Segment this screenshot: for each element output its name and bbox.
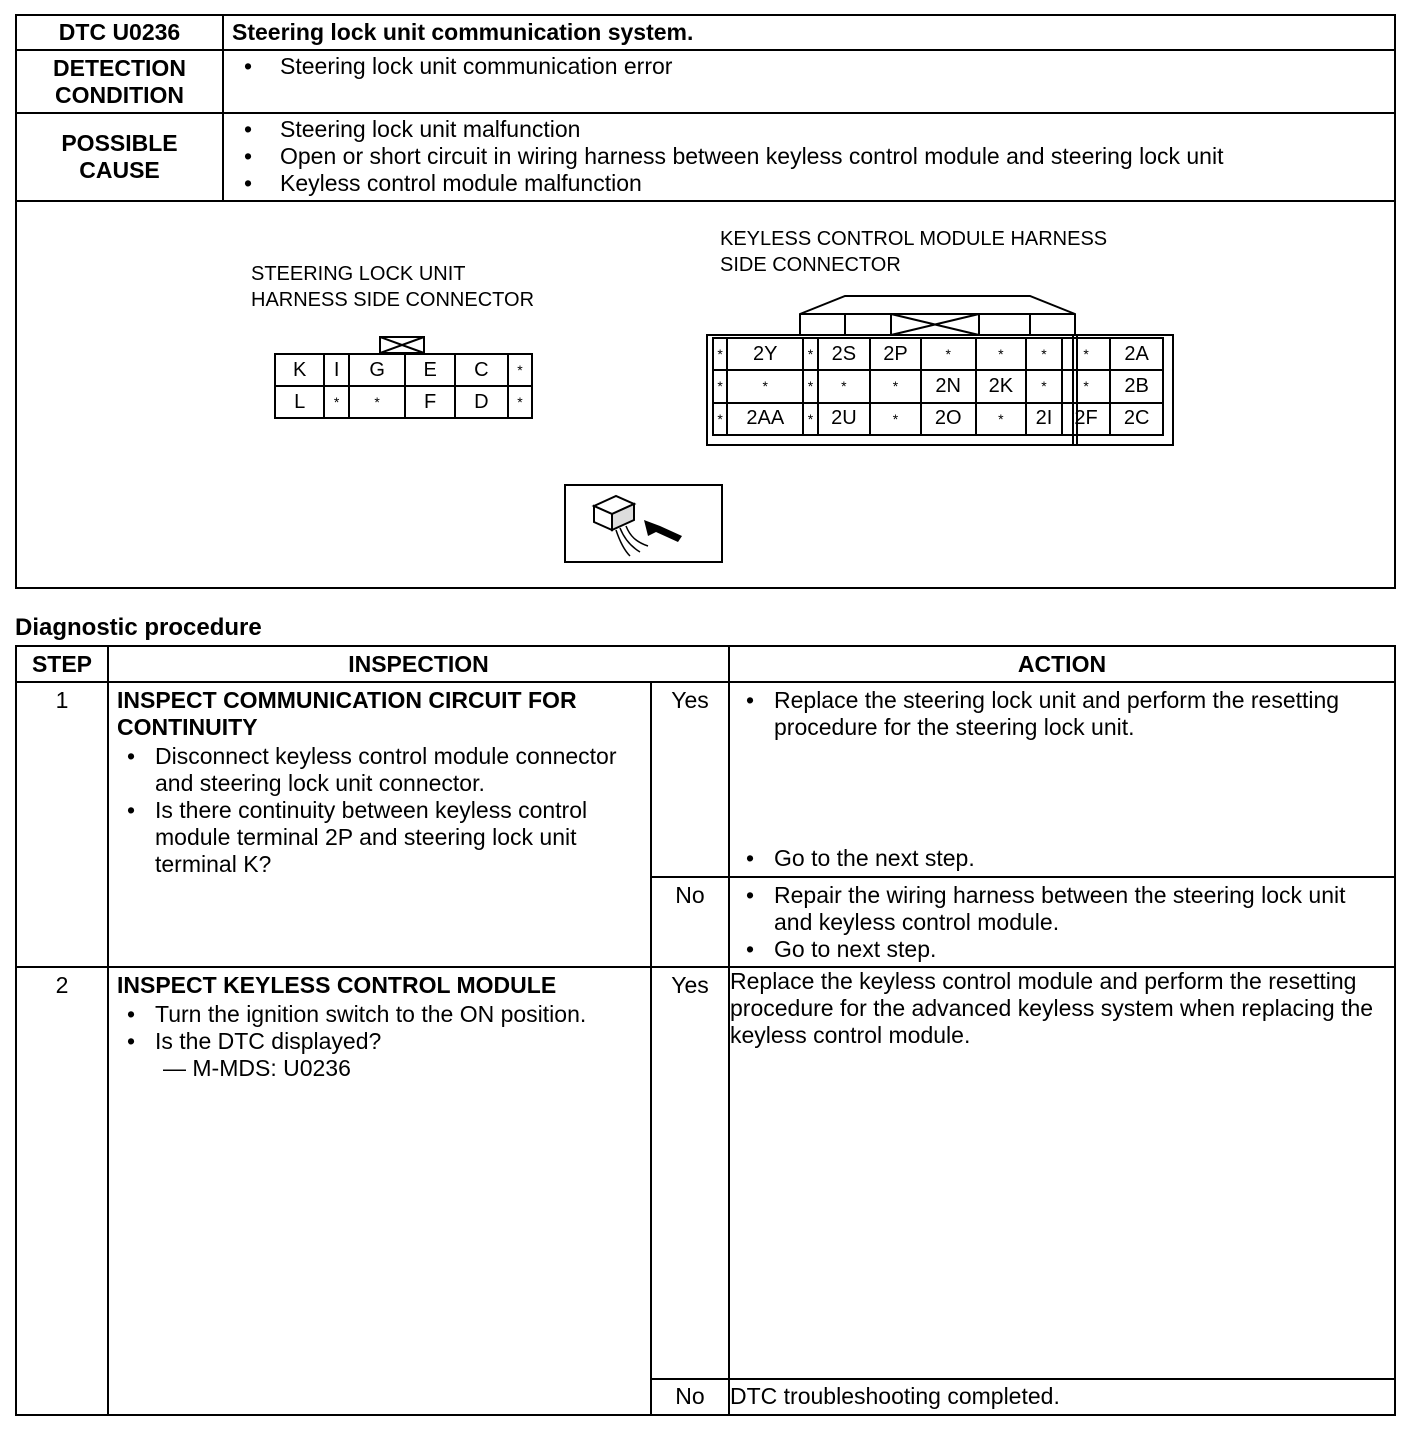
step-number: 1 bbox=[16, 682, 108, 967]
step-inspection bbox=[108, 967, 651, 1415]
dtc-info-table bbox=[15, 14, 1396, 202]
possible-cause-label: POSSIBLE CAUSE bbox=[16, 113, 223, 201]
pin-cell: 2K bbox=[976, 370, 1027, 402]
list-item: • Turn the ignition switch to the ON position. bbox=[117, 1001, 650, 1028]
list-item: • Go to the next step. bbox=[736, 845, 975, 872]
no-label: No bbox=[651, 877, 729, 967]
step-heading: INSPECT KEYLESS CONTROL MODULE bbox=[117, 972, 557, 998]
pin-cell: 2F bbox=[1062, 403, 1110, 435]
procedure-title: Diagnostic procedure bbox=[15, 614, 262, 641]
detection-condition-label: DETECTION CONDITION bbox=[16, 50, 223, 113]
yes-label: Yes bbox=[651, 967, 729, 1379]
step-inspection bbox=[108, 682, 651, 967]
pin-cell: 2O bbox=[921, 403, 976, 435]
pin-cell: * bbox=[818, 370, 871, 402]
yes-action bbox=[729, 682, 1395, 877]
pin-cell: * bbox=[508, 354, 532, 386]
list-item: • Disconnect keyless control module connector and steering lock unit connector. bbox=[117, 743, 636, 797]
pin-cell: * bbox=[508, 386, 532, 418]
list-item: • Keyless control module malfunction bbox=[232, 170, 1394, 197]
inspection-header: INSPECTION bbox=[108, 646, 729, 682]
diagnostic-procedure-table bbox=[15, 645, 1396, 1416]
pin-cell: 2U bbox=[818, 403, 871, 435]
pin-cell: * bbox=[870, 403, 921, 435]
steering-connector-pins bbox=[274, 353, 533, 419]
pin-cell: 2Y bbox=[727, 338, 803, 370]
pin-cell: 2AA bbox=[727, 403, 803, 435]
pin-cell: * bbox=[1062, 370, 1110, 402]
yes-action: Replace the keyless control module and perform the resetting procedure for the advanced keyless system when replacing the keyless control module. bbox=[729, 967, 1395, 1379]
list-item: • Steering lock unit communication error bbox=[232, 53, 1394, 80]
table-row bbox=[16, 682, 1395, 877]
pin-cell: * bbox=[324, 386, 348, 418]
pin-row bbox=[713, 338, 1163, 370]
pin-cell: G bbox=[349, 354, 406, 386]
sub-item: — M-MDS: U0236 bbox=[163, 1055, 351, 1081]
pin-cell: * bbox=[803, 370, 817, 402]
pin-cell: * bbox=[1062, 338, 1110, 370]
pin-row bbox=[275, 354, 532, 386]
pin-row bbox=[713, 403, 1163, 435]
dtc-title: Steering lock unit communication system. bbox=[223, 15, 1395, 50]
pin-cell: 2S bbox=[818, 338, 871, 370]
pin-cell: * bbox=[803, 403, 817, 435]
no-label: No bbox=[651, 1379, 729, 1415]
list-item: • Go to next step. bbox=[736, 936, 1386, 963]
pin-row bbox=[275, 386, 532, 418]
pin-cell: C bbox=[455, 354, 508, 386]
keyless-connector-pins bbox=[712, 337, 1164, 436]
pin-cell: D bbox=[455, 386, 508, 418]
keyless-connector-caption: KEYLESS CONTROL MODULE HARNESS SIDE CONNECTOR bbox=[720, 228, 1108, 276]
yes-label: Yes bbox=[651, 682, 729, 877]
pin-cell: K bbox=[275, 354, 324, 386]
pin-cell: * bbox=[727, 370, 803, 402]
pin-cell: * bbox=[921, 338, 976, 370]
pin-cell: L bbox=[275, 386, 324, 418]
list-item: • Repair the wiring harness between the steering lock unit and keyless control module. bbox=[736, 882, 1386, 936]
detection-condition-list bbox=[223, 50, 1395, 113]
pin-cell: 2N bbox=[921, 370, 976, 402]
list-item: • Open or short circuit in wiring harness between keyless control module and steering lock unit bbox=[232, 143, 1394, 170]
pin-cell: 2P bbox=[870, 338, 921, 370]
pin-cell: * bbox=[1026, 338, 1062, 370]
steering-connector-latch-icon bbox=[378, 335, 426, 355]
pin-cell: F bbox=[405, 386, 454, 418]
pin-cell: 2A bbox=[1110, 338, 1163, 370]
pin-cell: E bbox=[405, 354, 454, 386]
pin-cell: * bbox=[713, 403, 727, 435]
pin-cell: 2I bbox=[1026, 403, 1062, 435]
step-header: STEP bbox=[16, 646, 108, 682]
pin-cell: * bbox=[713, 370, 727, 402]
pin-cell: * bbox=[1026, 370, 1062, 402]
pin-cell: * bbox=[349, 386, 406, 418]
steering-connector-caption: STEERING LOCK UNIT HARNESS SIDE CONNECTOR bbox=[251, 263, 535, 311]
pin-cell: 2B bbox=[1110, 370, 1163, 402]
pin-cell: * bbox=[713, 338, 727, 370]
no-action: DTC troubleshooting completed. bbox=[729, 1379, 1395, 1415]
list-item: • Is the DTC displayed? bbox=[117, 1028, 650, 1055]
pin-cell: I bbox=[324, 354, 348, 386]
action-header: ACTION bbox=[729, 646, 1395, 682]
list-item: • Steering lock unit malfunction bbox=[232, 116, 1394, 143]
list-item: • Is there continuity between keyless control module terminal 2P and steering lock unit terminal K? bbox=[117, 797, 636, 878]
pin-cell: 2C bbox=[1110, 403, 1163, 435]
pin-cell: * bbox=[870, 370, 921, 402]
no-action bbox=[729, 877, 1395, 967]
pin-row bbox=[713, 370, 1163, 402]
pin-cell: * bbox=[976, 403, 1027, 435]
step-heading: INSPECT COMMUNICATION CIRCUIT FOR CONTINUITY bbox=[117, 687, 577, 740]
step-number: 2 bbox=[16, 967, 108, 1415]
pin-cell: * bbox=[803, 338, 817, 370]
list-item: • Replace the steering lock unit and perform the resetting procedure for the steering lock unit. bbox=[736, 687, 1386, 741]
harness-connector-view-icon bbox=[564, 484, 723, 563]
table-row bbox=[16, 967, 1395, 1379]
dtc-code-label: DTC U0236 bbox=[16, 15, 223, 50]
possible-cause-list bbox=[223, 113, 1395, 201]
pin-cell: * bbox=[976, 338, 1027, 370]
